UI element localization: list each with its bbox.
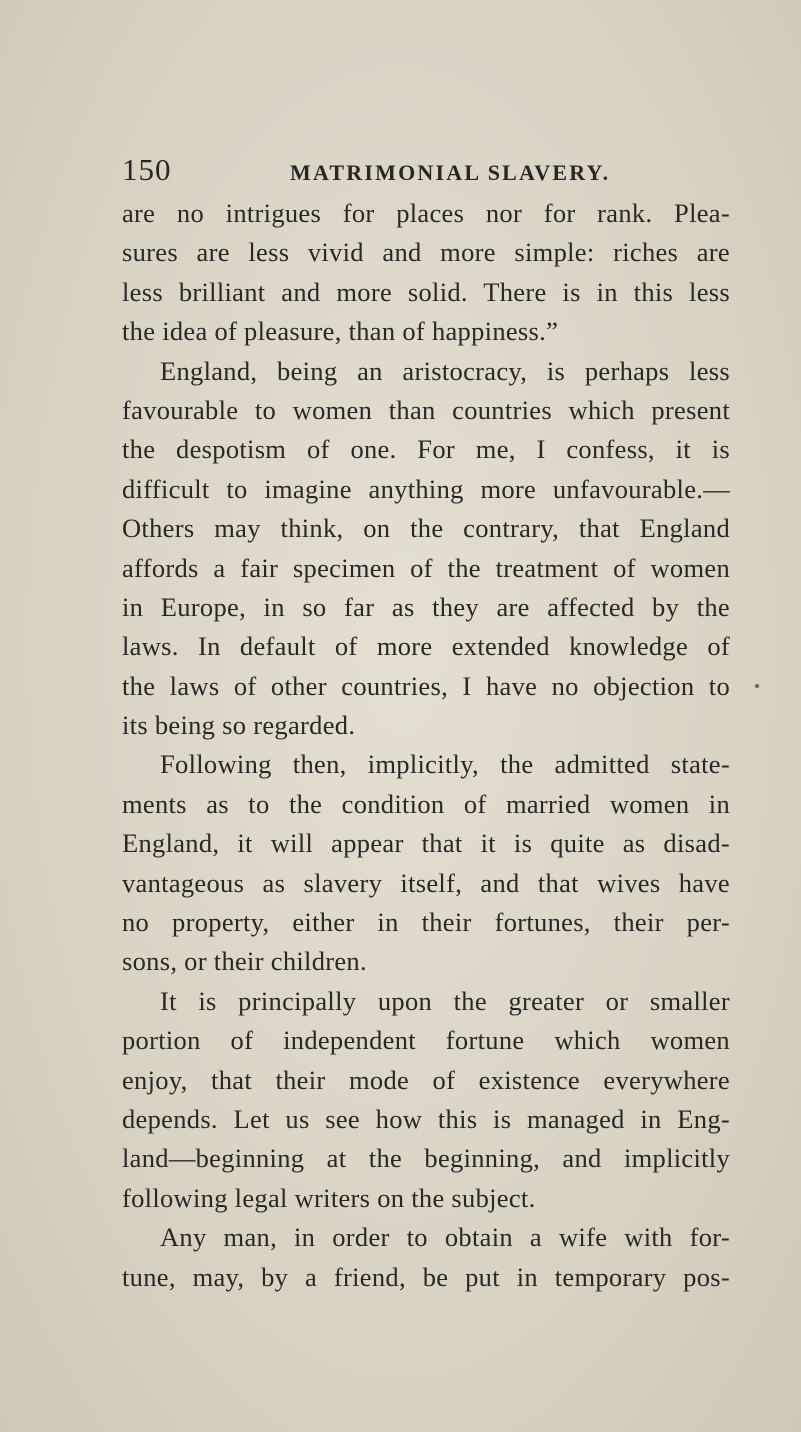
text-line: enjoy, that their mode of existence everywhere <box>122 1064 730 1095</box>
text-line: Others may think, on the contrary, that England <box>122 513 730 544</box>
text-line: are no intrigues for places nor for rank. Plea- <box>122 198 730 228</box>
text-line: Any man, in order to obtain a wife with for- <box>160 1222 730 1253</box>
text-line: tune, may, by a friend, be put in temporary pos- <box>122 1261 730 1292</box>
running-title: MATRIMONIAL SLAVERY. <box>290 160 611 185</box>
text-line: difficult to imagine anything more unfavourable.— <box>122 473 730 504</box>
text-line: the idea of pleasure, than of happiness.” <box>122 316 559 347</box>
text-line: favourable to women than countries which present <box>122 394 730 425</box>
text-line: It is principally upon the greater or smaller <box>160 985 730 1016</box>
text-line: in Europe, in so far as they are affected by the <box>122 591 730 622</box>
text-line: its being so regarded. <box>122 710 356 741</box>
text-line: sures are less vivid and more simple: riches are <box>122 237 730 268</box>
running-head <box>0 152 801 196</box>
page-number: 150 <box>122 152 172 187</box>
text-line: laws. In default of more extended knowledge of <box>122 631 730 662</box>
text-line: affords a fair specimen of the treatment of women <box>122 552 730 583</box>
text-line: no property, either in their fortunes, their per- <box>122 907 730 938</box>
text-line: England, it will appear that it is quite as disad- <box>122 828 730 859</box>
text-line: land—beginning at the beginning, and implicitly <box>122 1143 730 1174</box>
text-line: following legal writers on the subject. <box>122 1182 536 1213</box>
text-line: depends. Let us see how this is managed in Eng- <box>122 1103 730 1134</box>
text-line: the laws of other countries, I have no objection to <box>122 670 730 701</box>
text-line: vantageous as slavery itself, and that wives have <box>122 867 730 898</box>
text-line: England, being an aristocracy, is perhaps less <box>160 355 730 386</box>
text-line: the despotism of one. For me, I confess, it is <box>122 434 730 465</box>
text-line: sons, or their children. <box>122 946 367 977</box>
text-line: ments as to the condition of married women in <box>122 788 730 819</box>
text-line: Following then, implicitly, the admitted state- <box>160 749 730 780</box>
text-line: less brilliant and more solid. There is in this less <box>122 276 730 307</box>
body-text <box>122 194 730 1297</box>
text-line: portion of independent fortune which women <box>122 1025 730 1056</box>
paper-speck <box>755 684 759 688</box>
